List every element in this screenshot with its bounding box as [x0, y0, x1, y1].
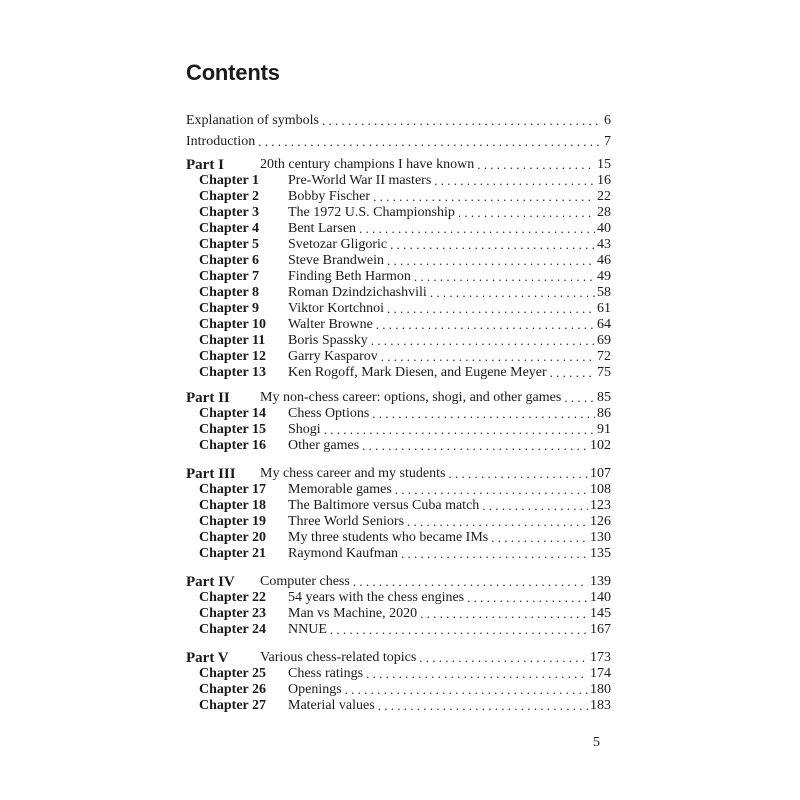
toc-entry-part [186, 390, 611, 406]
toc-entry-chapter-label: Chapter 19 [199, 514, 267, 529]
toc-entry-front-title: Introduction [186, 134, 256, 149]
dot-leader [324, 422, 595, 438]
toc-entry-chapter-title: 54 years with the chess engines [288, 590, 465, 605]
toc-entry-chapter-label: Chapter 17 [199, 482, 267, 497]
toc-entry-chapter-title: Pre-World War II masters [288, 173, 432, 188]
toc-entry-chapter-label: Chapter 25 [199, 666, 267, 681]
toc-entry-chapter [199, 173, 611, 189]
dot-leader [371, 333, 595, 349]
dot-leader [419, 650, 588, 666]
toc-entry-front-title: Explanation of symbols [186, 113, 319, 128]
toc-entry-chapter-label: Chapter 6 [199, 253, 260, 268]
toc-entry-front [186, 134, 611, 150]
dot-leader [387, 301, 595, 317]
toc-entry-chapter-title: Three World Seniors [288, 514, 405, 529]
toc-entry-part [186, 466, 611, 482]
toc-entry-chapter [199, 530, 611, 546]
dot-leader [330, 622, 588, 638]
toc-entry-chapter-page: 75 [597, 365, 611, 380]
toc-entry-chapter-title: Walter Browne [288, 317, 373, 332]
toc-entry-chapter [199, 622, 611, 638]
toc-entry-chapter [199, 666, 611, 682]
toc-entry-chapter [199, 285, 611, 301]
toc-entry-chapter [199, 301, 611, 317]
toc-entry-part-title: 20th century champions I have known [260, 157, 475, 172]
toc-entry-front-page: 6 [604, 113, 611, 128]
toc-entry-chapter [199, 333, 611, 349]
toc-entry-chapter-page: 126 [590, 514, 611, 529]
toc-entry-chapter-label: Chapter 8 [199, 285, 260, 300]
toc-entry-chapter-title: The Baltimore versus Cuba match [288, 498, 480, 513]
toc-entry-chapter-page: 108 [590, 482, 611, 497]
dot-leader [387, 253, 595, 269]
toc-entry-chapter-page: 28 [597, 205, 611, 220]
toc-entry-chapter-label: Chapter 14 [199, 406, 267, 421]
dot-leader [322, 113, 602, 129]
toc-entry-part-page: 173 [590, 650, 611, 665]
toc-entry-chapter-page: 167 [590, 622, 611, 637]
toc-entry-chapter-title: Steve Brandwein [288, 253, 385, 268]
toc-entry-part-title: Computer chess [260, 574, 350, 589]
dot-leader [477, 157, 595, 173]
toc-entry-chapter-page: 22 [597, 189, 611, 204]
toc-entry-chapter-page: 135 [590, 546, 611, 561]
toc-entry-chapter [199, 682, 611, 698]
toc-entry-part-label: Part I [186, 157, 224, 173]
toc-entry-chapter-label: Chapter 13 [199, 365, 267, 380]
toc-entry-front [186, 113, 611, 129]
toc-entry-part-title: My non-chess career: options, shogi, and other games [260, 390, 562, 405]
toc-entry-chapter [199, 698, 611, 714]
toc-entry-chapter-label: Chapter 23 [199, 606, 267, 621]
dot-leader [373, 189, 595, 205]
toc-entry-chapter [199, 546, 611, 562]
dot-leader [390, 237, 595, 253]
toc-entry-part-page: 15 [597, 157, 611, 172]
toc-entry-chapter-label: Chapter 7 [199, 269, 260, 284]
dot-leader [345, 682, 588, 698]
dot-leader [430, 285, 595, 301]
toc-entry-part-label: Part V [186, 650, 229, 666]
toc-entry-chapter-page: 86 [597, 406, 611, 421]
toc-entry-chapter [199, 514, 611, 530]
toc-entry-chapter-title: Shogi [288, 422, 321, 437]
toc-entry-chapter [199, 349, 611, 365]
toc-entry-chapter-label: Chapter 27 [199, 698, 267, 713]
toc-entry-chapter-page: 61 [597, 301, 611, 316]
toc-entry-chapter-page: 180 [590, 682, 611, 697]
toc-entry-chapter-label: Chapter 22 [199, 590, 267, 605]
dot-leader [381, 349, 595, 365]
toc-entry-chapter-title: Memorable games [288, 482, 392, 497]
toc-entry-chapter-title: The 1972 U.S. Championship [288, 205, 455, 220]
dot-leader [395, 482, 588, 498]
toc-entry-chapter-title: Raymond Kaufman [288, 546, 399, 561]
toc-entry-chapter [199, 590, 611, 606]
dot-leader [362, 438, 588, 454]
toc-entry-chapter-label: Chapter 4 [199, 221, 260, 236]
dot-leader [378, 698, 588, 714]
page-title: Contents [186, 60, 280, 85]
toc-entry-chapter-page: 130 [590, 530, 611, 545]
toc-entry-chapter-label: Chapter 1 [199, 173, 260, 188]
toc-entry-chapter-page: 145 [590, 606, 611, 621]
toc-entry-chapter-page: 174 [590, 666, 611, 681]
toc-entry-part-label: Part IV [186, 574, 235, 590]
toc-entry-chapter-title: Roman Dzindzichashvili [288, 285, 427, 300]
toc-entry-part [186, 650, 611, 666]
toc-entry-chapter-label: Chapter 21 [199, 546, 267, 561]
toc-entry-chapter-label: Chapter 2 [199, 189, 260, 204]
dot-leader [482, 498, 588, 514]
toc-entry-chapter-title: Chess ratings [288, 666, 364, 681]
toc-entry-part-title: Various chess-related topics [260, 650, 417, 665]
dot-leader [448, 466, 588, 482]
toc-entry-chapter-label: Chapter 12 [199, 349, 267, 364]
toc-entry-chapter-page: 69 [597, 333, 611, 348]
toc-entry-chapter-label: Chapter 24 [199, 622, 267, 637]
toc-entry-chapter-title: My three students who became IMs [288, 530, 489, 545]
toc-entry-chapter-page: 58 [597, 285, 611, 300]
toc-entry-part [186, 574, 611, 590]
toc-entry-chapter-title: NNUE [288, 622, 327, 637]
page-number: 5 [593, 735, 600, 750]
toc-entry-chapter [199, 205, 611, 221]
toc-entry-chapter-title: Finding Beth Harmon [288, 269, 411, 284]
toc-entry-chapter-title: Svetozar Gligoric [288, 237, 388, 252]
toc-entry-chapter [199, 253, 611, 269]
toc-entry-chapter-page: 102 [590, 438, 611, 453]
toc-entry-chapter-page: 16 [597, 173, 611, 188]
dot-leader [434, 173, 595, 189]
toc-entry-chapter-title: Viktor Kortchnoi [288, 301, 384, 316]
dot-leader [458, 205, 595, 221]
toc-entry-chapter-title: Chess Options [288, 406, 370, 421]
dot-leader [366, 666, 588, 682]
toc-entry-chapter-page: 123 [590, 498, 611, 513]
toc-entry-front-page: 7 [604, 134, 611, 149]
dot-leader [353, 574, 588, 590]
toc-entry-part [186, 157, 611, 173]
dot-leader [376, 317, 595, 333]
toc-entry-chapter-label: Chapter 18 [199, 498, 267, 513]
toc-entry-chapter [199, 365, 611, 381]
toc-entry-chapter-title: Ken Rogoff, Mark Diesen, and Eugene Meyer [288, 365, 547, 380]
toc-entry-chapter-label: Chapter 5 [199, 237, 260, 252]
toc-entry-chapter-title: Bent Larsen [288, 221, 357, 236]
dot-leader [467, 590, 588, 606]
toc-entry-part-page: 85 [597, 390, 611, 405]
toc-entry-chapter-label: Chapter 20 [199, 530, 267, 545]
toc-entry-chapter-page: 49 [597, 269, 611, 284]
toc-entry-chapter-title: Material values [288, 698, 375, 713]
toc-entry-chapter-page: 40 [597, 221, 611, 236]
toc-entry-chapter-label: Chapter 26 [199, 682, 267, 697]
dot-leader [258, 134, 602, 150]
dot-leader [359, 221, 595, 237]
toc-entry-chapter [199, 221, 611, 237]
toc-entry-chapter-page: 46 [597, 253, 611, 268]
toc-entry-chapter [199, 606, 611, 622]
toc-entry-chapter [199, 438, 611, 454]
toc-entry-chapter [199, 237, 611, 253]
toc-entry-chapter-title: Bobby Fischer [288, 189, 371, 204]
toc-entry-part-title: My chess career and my students [260, 466, 446, 481]
toc-entry-chapter-title: Garry Kasparov [288, 349, 378, 364]
dot-leader [407, 514, 588, 530]
toc-entry-chapter [199, 317, 611, 333]
toc-entry-chapter-label: Chapter 15 [199, 422, 267, 437]
toc-entry-chapter-title: Boris Spassky [288, 333, 368, 348]
toc-entry-chapter [199, 269, 611, 285]
toc-entry-chapter [199, 422, 611, 438]
toc-entry-chapter-title: Openings [288, 682, 342, 697]
toc-entry-chapter-page: 140 [590, 590, 611, 605]
toc-entry-chapter-page: 72 [597, 349, 611, 364]
toc-entry-chapter [199, 406, 611, 422]
toc-entry-chapter [199, 482, 611, 498]
toc-entry-chapter-label: Chapter 16 [199, 438, 267, 453]
dot-leader [550, 365, 595, 381]
toc-entry-part-page: 107 [590, 466, 611, 481]
dot-leader [401, 546, 588, 562]
toc-entry-chapter-label: Chapter 10 [199, 317, 267, 332]
toc-entry-chapter-page: 43 [597, 237, 611, 252]
dot-leader [491, 530, 588, 546]
toc-entry-part-page: 139 [590, 574, 611, 589]
toc-entry-chapter [199, 189, 611, 205]
toc-entry-chapter-page: 183 [590, 698, 611, 713]
dot-leader [414, 269, 595, 285]
toc-entry-chapter-label: Chapter 3 [199, 205, 260, 220]
dot-leader [420, 606, 588, 622]
toc-entry-chapter-label: Chapter 9 [199, 301, 260, 316]
toc-entry-chapter [199, 498, 611, 514]
toc-entry-chapter-page: 91 [597, 422, 611, 437]
toc-entry-part-label: Part III [186, 466, 236, 482]
toc-entry-part-label: Part II [186, 390, 230, 406]
toc-entry-chapter-title: Man vs Machine, 2020 [288, 606, 418, 621]
toc-entry-chapter-title: Other games [288, 438, 360, 453]
dot-leader [372, 406, 595, 422]
toc-entry-chapter-label: Chapter 11 [199, 333, 266, 348]
dot-leader [564, 390, 595, 406]
toc-entry-chapter-page: 64 [597, 317, 611, 332]
